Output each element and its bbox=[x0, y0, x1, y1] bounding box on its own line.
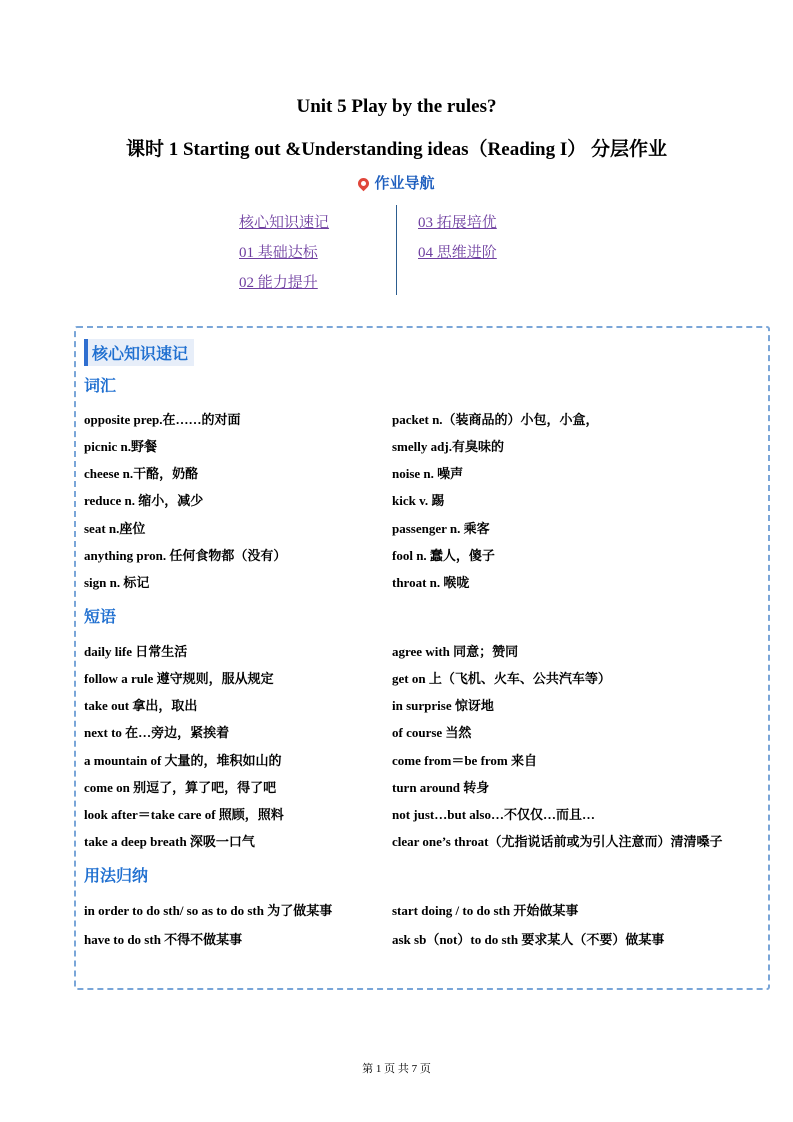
usage-item: ask sb（not）to do sth 要求某人（不要）做某事 bbox=[392, 932, 665, 947]
phrase-item: clear one’s throat（尤指说话前或为引人注意而）清清嗓子 bbox=[392, 834, 723, 849]
vocab-item: sign n. 标记 bbox=[84, 575, 150, 590]
phrase-item: of course 当然 bbox=[392, 725, 472, 740]
vocab-item: packet n.（装商品的）小包，小盒， bbox=[392, 412, 599, 427]
usage-item: in order to do sth/ so as to do sth 为了做某事 bbox=[84, 903, 333, 918]
nav-link-01[interactable]: 01 基础达标 bbox=[239, 245, 318, 261]
document-subtitle: 课时 1 Starting out &Understanding ideas（Reading I） 分层作业 bbox=[125, 139, 668, 160]
vocab-item: cheese n.干酪，奶酪 bbox=[84, 466, 199, 481]
phrase-item: daily life 日常生活 bbox=[84, 644, 188, 659]
nav-link-02[interactable]: 02 能力提升 bbox=[239, 275, 318, 291]
vocab-item: kick v. 踢 bbox=[392, 493, 445, 508]
vocab-heading: 词汇 bbox=[84, 376, 117, 395]
phrase-item: take out 拿出，取出 bbox=[84, 698, 198, 713]
location-pin-icon bbox=[356, 176, 372, 192]
usage-heading: 用法归纳 bbox=[84, 866, 149, 885]
nav-link-04[interactable]: 04 思维进阶 bbox=[418, 245, 497, 261]
vocab-item: smelly adj.有臭味的 bbox=[392, 439, 504, 454]
phrase-item: a mountain of 大量的，堆积如山的 bbox=[84, 753, 282, 768]
core-heading: 核心知识速记 bbox=[84, 339, 194, 366]
nav-heading bbox=[0, 172, 793, 193]
phrase-item: get on 上（飞机、火车、公共汽车等） bbox=[392, 671, 611, 686]
nav-divider bbox=[396, 205, 397, 295]
vocab-item: opposite prep.在……的对面 bbox=[84, 412, 241, 427]
nav-left-column bbox=[239, 208, 329, 298]
vocab-item: passenger n. 乘客 bbox=[392, 521, 490, 536]
vocab-item: seat n.座位 bbox=[84, 521, 146, 536]
vocab-item: noise n. 噪声 bbox=[392, 466, 464, 481]
phrases-heading: 短语 bbox=[84, 607, 117, 626]
usage-item: have to do sth 不得不做某事 bbox=[84, 932, 243, 947]
phrase-item: not just…but also…不仅仅…而且… bbox=[392, 807, 595, 822]
nav-heading-text: 作业导航 bbox=[374, 174, 435, 192]
page-footer: 第 1 页 共 7 页 bbox=[362, 1063, 431, 1075]
nav-link-core[interactable]: 核心知识速记 bbox=[239, 215, 330, 231]
usage-item: start doing / to do sth 开始做某事 bbox=[392, 903, 579, 918]
vocab-item: throat n. 喉咙 bbox=[392, 575, 470, 590]
vocab-item: anything pron. 任何食物都（没有） bbox=[84, 548, 287, 563]
vocab-item: reduce n. 缩小，减少 bbox=[84, 493, 204, 508]
phrase-item: come from＝be from 来自 bbox=[392, 753, 538, 768]
nav-link-03[interactable]: 03 拓展培优 bbox=[418, 215, 497, 231]
vocab-item: picnic n.野餐 bbox=[84, 439, 157, 454]
document-title: Unit 5 Play by the rules? bbox=[296, 96, 497, 117]
phrase-item: turn around 转身 bbox=[392, 780, 490, 795]
vocab-item: fool n. 蠢人，傻子 bbox=[392, 548, 495, 563]
phrase-item: agree with 同意；赞同 bbox=[392, 644, 519, 659]
phrase-item: come on 别逗了，算了吧，得了吧 bbox=[84, 780, 277, 795]
phrase-item: next to 在…旁边，紧挨着 bbox=[84, 725, 230, 740]
phrase-item: look after＝take care of 照顾，照料 bbox=[84, 807, 284, 822]
phrase-item: follow a rule 遵守规则，服从规定 bbox=[84, 671, 274, 686]
phrase-item: take a deep breath 深吸一口气 bbox=[84, 834, 255, 849]
nav-right-column bbox=[418, 208, 497, 268]
phrase-item: in surprise 惊讶地 bbox=[392, 698, 494, 713]
